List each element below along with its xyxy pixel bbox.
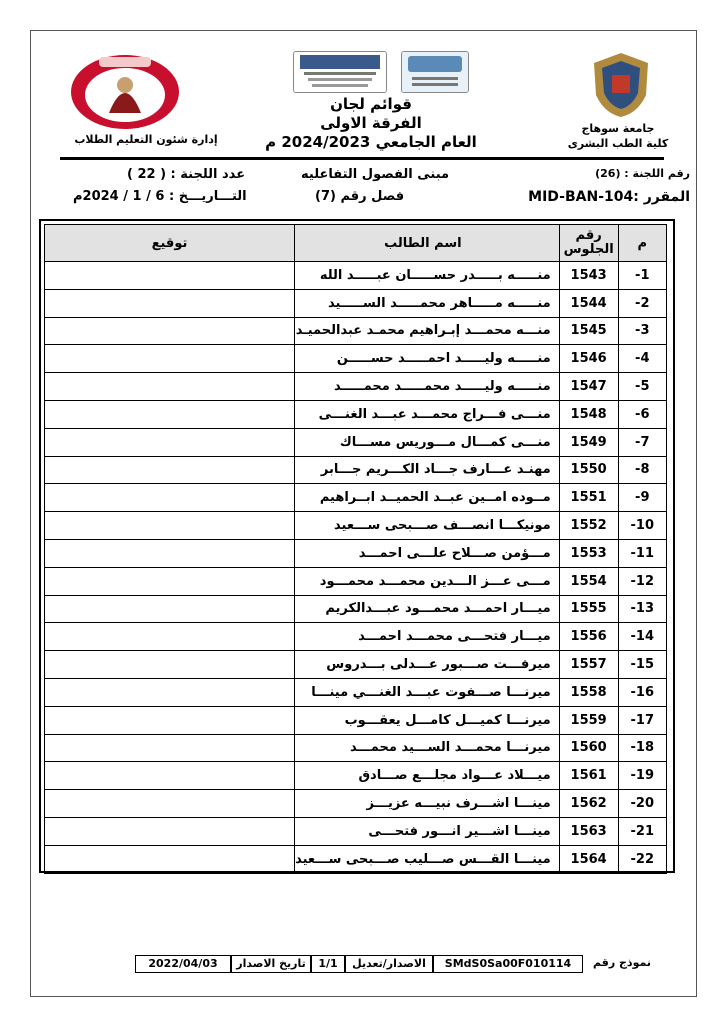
seat-number-cell: 1561 bbox=[559, 762, 618, 790]
signature-cell bbox=[45, 651, 295, 679]
seat-number-cell: 1545 bbox=[559, 317, 618, 345]
document-footer bbox=[75, 955, 661, 973]
students-table bbox=[44, 224, 667, 874]
exam-date: التـــاريـــخ : 6 / 1 / 2024م bbox=[73, 189, 247, 204]
table-row bbox=[45, 456, 667, 484]
signature-cell bbox=[45, 512, 295, 540]
committee-count: عدد اللجنة : ( 22 ) bbox=[127, 167, 246, 182]
header-seat-number: رقم الجلوس bbox=[559, 225, 618, 262]
serial-cell: -13 bbox=[618, 595, 666, 623]
student-name-cell: مـــؤمن صـــلاح علـــى احمـــد bbox=[294, 539, 559, 567]
table-row bbox=[45, 678, 667, 706]
serial-cell: -17 bbox=[618, 706, 666, 734]
table-row bbox=[45, 706, 667, 734]
student-name-cell: منـــــه مـــــاهر محمـــــد الســـــيد bbox=[294, 289, 559, 317]
student-name-cell: مينـــا القـــس صـــليب صـــبحى ســـعيد bbox=[294, 845, 559, 873]
seat-number-cell: 1557 bbox=[559, 651, 618, 679]
serial-cell: -14 bbox=[618, 623, 666, 651]
student-name-cell: ميرنـــا محمـــد الســـيد محمـــد bbox=[294, 734, 559, 762]
faculty-name: كلية الطب البشرى bbox=[567, 137, 669, 150]
revision-value: 1/1 bbox=[311, 955, 345, 973]
table-row bbox=[45, 400, 667, 428]
signature-cell bbox=[45, 734, 295, 762]
student-affairs-logo bbox=[69, 53, 181, 131]
seat-number-cell: 1554 bbox=[559, 567, 618, 595]
title-committee-lists: قوائم لجان bbox=[330, 95, 412, 113]
student-name-cell: منـــــه وليـــــد احمـــــد حســـــن bbox=[294, 345, 559, 373]
student-name-cell: مــوده امــين عبــد الحميــد ابــراهيم bbox=[294, 484, 559, 512]
signature-cell bbox=[45, 484, 295, 512]
issue-date: 2022/04/03 bbox=[135, 955, 231, 973]
signature-cell bbox=[45, 262, 295, 290]
signature-cell bbox=[45, 595, 295, 623]
document-titles bbox=[241, 95, 501, 152]
serial-cell: -4 bbox=[618, 345, 666, 373]
page-frame bbox=[30, 30, 697, 997]
signature-cell bbox=[45, 373, 295, 401]
serial-cell: -12 bbox=[618, 567, 666, 595]
signature-cell bbox=[45, 456, 295, 484]
university-name: جامعة سوهاج bbox=[581, 122, 655, 135]
serial-cell: -11 bbox=[618, 539, 666, 567]
iso-certification-badge-icon bbox=[401, 51, 469, 93]
student-name-cell: منـــــه بـــــدر حســـــان عبـــــد الله bbox=[294, 262, 559, 290]
table-row bbox=[45, 428, 667, 456]
student-name-cell: مهنـد عـــارف جـــاد الكـــريم جـــابر bbox=[294, 456, 559, 484]
document-header bbox=[31, 43, 696, 163]
issue-date-label: تاريخ الاصدار bbox=[231, 955, 311, 973]
serial-cell: -21 bbox=[618, 817, 666, 845]
signature-cell bbox=[45, 567, 295, 595]
student-name-cell: مينـــا اشـــير انـــور فتحـــى bbox=[294, 817, 559, 845]
header-serial: م bbox=[618, 225, 666, 262]
student-name-cell: منـــى كمـــال مـــوريس مســـاك bbox=[294, 428, 559, 456]
signature-cell bbox=[45, 400, 295, 428]
table-row bbox=[45, 567, 667, 595]
serial-cell: -16 bbox=[618, 678, 666, 706]
serial-cell: -3 bbox=[618, 317, 666, 345]
signature-cell bbox=[45, 345, 295, 373]
table-row bbox=[45, 289, 667, 317]
header-student-name: اسم الطالب bbox=[294, 225, 559, 262]
student-name-cell: منـــه محمـــد إبـراهيم محمـد عبدالحميـد bbox=[294, 317, 559, 345]
student-name-cell: ميرفـــت صـــبور عـــدلى بـــدروس bbox=[294, 651, 559, 679]
signature-cell bbox=[45, 762, 295, 790]
signature-cell bbox=[45, 623, 295, 651]
seat-number-cell: 1549 bbox=[559, 428, 618, 456]
header-divider bbox=[60, 157, 664, 160]
signature-cell bbox=[45, 317, 295, 345]
serial-cell: -2 bbox=[618, 289, 666, 317]
table-row bbox=[45, 790, 667, 818]
table-row bbox=[45, 512, 667, 540]
table-row bbox=[45, 734, 667, 762]
signature-cell bbox=[45, 817, 295, 845]
serial-cell: -8 bbox=[618, 456, 666, 484]
serial-cell: -20 bbox=[618, 790, 666, 818]
seat-number-cell: 1546 bbox=[559, 345, 618, 373]
table-row bbox=[45, 484, 667, 512]
table-row bbox=[45, 817, 667, 845]
student-name-cell: ميـــار احمـــد محمـــود عبـــدالكريم bbox=[294, 595, 559, 623]
serial-cell: -10 bbox=[618, 512, 666, 540]
student-name-cell: مـــى عـــز الـــدين محمـــد محمـــود bbox=[294, 567, 559, 595]
serial-cell: -15 bbox=[618, 651, 666, 679]
table-header-row bbox=[45, 225, 667, 262]
serial-cell: -1 bbox=[618, 262, 666, 290]
serial-cell: -5 bbox=[618, 373, 666, 401]
header-signature: توقيع bbox=[45, 225, 295, 262]
seat-number-cell: 1550 bbox=[559, 456, 618, 484]
university-crest-icon bbox=[590, 51, 652, 119]
signature-cell bbox=[45, 790, 295, 818]
table-row bbox=[45, 845, 667, 873]
student-affairs-caption: إدارة شئون التعليم الطلاب bbox=[74, 133, 218, 146]
seat-number-cell: 1564 bbox=[559, 845, 618, 873]
class-number: فصل رقم (7) bbox=[315, 189, 405, 204]
student-name-cell: ميـــلاد عـــواد مجلـــع صـــادق bbox=[294, 762, 559, 790]
table-row bbox=[45, 595, 667, 623]
revision-label: الاصدار/تعديل bbox=[345, 955, 433, 973]
seat-number-cell: 1548 bbox=[559, 400, 618, 428]
seat-number-cell: 1563 bbox=[559, 817, 618, 845]
student-name-cell: مينـــا اشـــرف نبيـــه عزيـــز bbox=[294, 790, 559, 818]
student-name-cell: ميرنـــا صـــفوت عبـــد الغنـــي مينـــا bbox=[294, 678, 559, 706]
seat-number-cell: 1558 bbox=[559, 678, 618, 706]
student-name-cell: منـــى فـــراج محمـــد عبـــد الغنـــى bbox=[294, 400, 559, 428]
signature-cell bbox=[45, 845, 295, 873]
signature-cell bbox=[45, 706, 295, 734]
table-row bbox=[45, 651, 667, 679]
seat-number-cell: 1543 bbox=[559, 262, 618, 290]
student-name-cell: ميـــار فتحـــى محمـــد احمـــد bbox=[294, 623, 559, 651]
signature-cell bbox=[45, 678, 295, 706]
seat-number-cell: 1559 bbox=[559, 706, 618, 734]
signature-cell bbox=[45, 428, 295, 456]
seat-number-cell: 1556 bbox=[559, 623, 618, 651]
seat-number-cell: 1547 bbox=[559, 373, 618, 401]
seat-number-cell: 1553 bbox=[559, 539, 618, 567]
serial-cell: -19 bbox=[618, 762, 666, 790]
serial-cell: -22 bbox=[618, 845, 666, 873]
accreditation-badge-icon bbox=[293, 51, 387, 93]
table-row bbox=[45, 373, 667, 401]
student-name-cell: منـــــه وليـــــد محمـــــد محمـــــد bbox=[294, 373, 559, 401]
serial-cell: -9 bbox=[618, 484, 666, 512]
university-caption bbox=[564, 121, 672, 151]
course-code: المقرر :MID-BAN-104 bbox=[528, 189, 690, 205]
table-row bbox=[45, 345, 667, 373]
students-table-frame bbox=[39, 219, 675, 873]
signature-cell bbox=[45, 289, 295, 317]
serial-cell: -6 bbox=[618, 400, 666, 428]
seat-number-cell: 1544 bbox=[559, 289, 618, 317]
seat-number-cell: 1562 bbox=[559, 790, 618, 818]
student-name-cell: ميرنـــا كميـــل كامـــل يعقـــوب bbox=[294, 706, 559, 734]
serial-cell: -18 bbox=[618, 734, 666, 762]
table-row bbox=[45, 317, 667, 345]
seat-number-cell: 1560 bbox=[559, 734, 618, 762]
table-row bbox=[45, 262, 667, 290]
signature-cell bbox=[45, 539, 295, 567]
building-name: مبنى الفصول التفاعليه bbox=[301, 167, 450, 182]
table-row bbox=[45, 623, 667, 651]
form-label: نموذج رقم bbox=[593, 956, 651, 969]
table-row bbox=[45, 539, 667, 567]
serial-cell: -7 bbox=[618, 428, 666, 456]
committee-number: رقم اللجنة : (26) bbox=[595, 167, 690, 180]
title-academic-year: العام الجامعي 2024/2023 م bbox=[265, 133, 477, 151]
form-code: SMdS0Sa00F010114 bbox=[433, 955, 583, 973]
seat-number-cell: 1552 bbox=[559, 512, 618, 540]
student-name-cell: مونيكـــا انصـــف صـــبحى ســـعيد bbox=[294, 512, 559, 540]
seat-number-cell: 1555 bbox=[559, 595, 618, 623]
title-first-year: الفرقة الاولى bbox=[320, 114, 422, 132]
seat-number-cell: 1551 bbox=[559, 484, 618, 512]
table-row bbox=[45, 762, 667, 790]
